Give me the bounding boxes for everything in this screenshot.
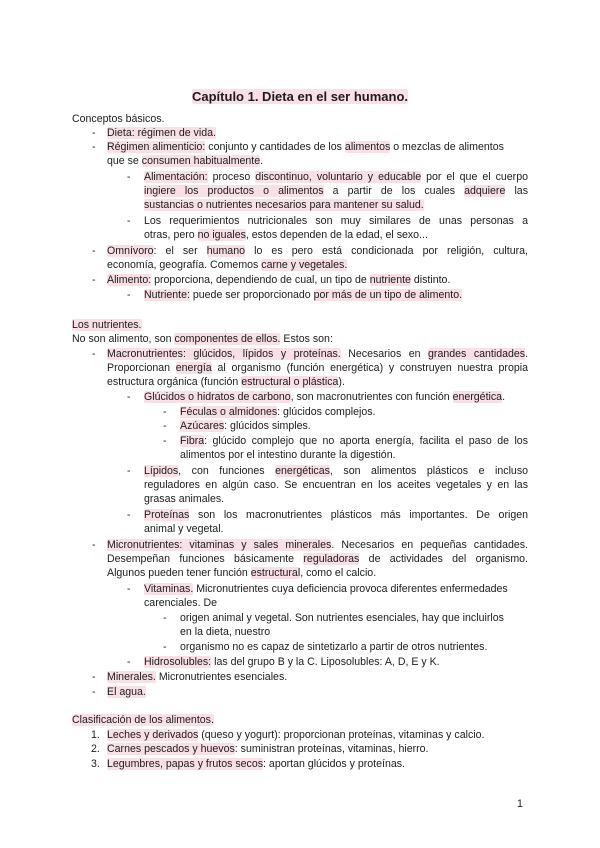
bullet-dash: - bbox=[127, 465, 131, 477]
item-vitaminas-line-1: Vitaminas. Micronutrientes cuya deficiencia provoca diferentes enfermedades bbox=[144, 583, 508, 595]
item-micro-line-2: Desempeñan funciones básicamente reguladoras de actividades del organismo. bbox=[107, 553, 528, 565]
item-requerimientos-line-2: otras, pero no iguales, estos dependen de la edad, el sexo... bbox=[144, 229, 428, 241]
bullet-dash: - bbox=[92, 141, 96, 153]
item-feculas: Féculas o almidones: glúcidos complejos. bbox=[180, 406, 376, 418]
item-proteinas-line-2: animal y vegetal. bbox=[144, 523, 224, 535]
bullet-dash: - bbox=[163, 641, 167, 653]
bullet-dash: - bbox=[127, 289, 131, 301]
item-azucares: Azúcares: glúcidos simples. bbox=[180, 420, 311, 432]
item-alimento: Alimento: proporciona, dependiendo de cual, un tipo de nutriente distinto. bbox=[107, 274, 451, 286]
bullet-dash: - bbox=[92, 686, 96, 698]
bullet-dash: - bbox=[92, 245, 96, 257]
section-heading-nutrientes: Los nutrientes. bbox=[72, 319, 142, 331]
list-number: 2. bbox=[91, 743, 100, 755]
bullet-dash: - bbox=[92, 348, 96, 360]
bullet-dash: - bbox=[127, 171, 131, 183]
item-glucidos: Glúcidos o hidratos de carbono, son macronutrientes con función energética. bbox=[144, 391, 506, 403]
bullet-dash: - bbox=[92, 671, 96, 683]
item-regimen-line-2: que se consumen habitualmente. bbox=[107, 155, 264, 167]
item-fibra-line-2: alimentos por el intestino durante la digestión. bbox=[180, 449, 396, 461]
item-macro-line-2: Proporcionan energía al organismo (función energética) y construyen nuestra propia bbox=[107, 362, 528, 374]
item-alimentacion-line-2: ingiere los productos o alimentos a partir de los cuales adquiere las bbox=[144, 185, 528, 197]
bullet-dash: - bbox=[127, 391, 131, 403]
chapter-title-text: Capítulo 1. Dieta en el ser humano. bbox=[192, 89, 408, 104]
item-macro-line-1: Macronutrientes: glúcidos, lípidos y proteínas. Necesarios en grandes cantidades. bbox=[107, 348, 529, 360]
item-hidrosolubles: Hidrosolubles: las del grupo B y la C. Liposolubles: A, D, E y K. bbox=[144, 656, 440, 668]
page-number: 1 bbox=[517, 798, 523, 810]
item-omnivoro-line-1: Omnívoro: el ser humano lo es pero está condicionada por religión, cultura, bbox=[107, 245, 528, 257]
bullet-dash: - bbox=[127, 656, 131, 668]
item-organismo: organismo no es capaz de sintetizarlo a partir de otros nutrientes. bbox=[180, 641, 488, 653]
list-number: 1. bbox=[91, 729, 100, 741]
item-alimentacion-line-3: sustancias o nutrientes necesarios para mantener su salud. bbox=[144, 199, 424, 211]
list-number: 3. bbox=[91, 758, 100, 770]
item-dieta: Dieta: régimen de vida. bbox=[107, 127, 216, 139]
item-fibra-line-1: Fibra: glúcido complejo que no aporta energía, facilita el paso de los bbox=[180, 435, 528, 447]
item-proteinas-line-1: Proteínas son los macronutrientes plásticos más importantes. De origen bbox=[144, 509, 528, 521]
item-minerales: Minerales. Micronutrientes esenciales. bbox=[107, 671, 288, 683]
item-omnivoro-line-2: economía, geografía. Comemos carne y vegetales. bbox=[107, 259, 348, 271]
bullet-dash: - bbox=[163, 406, 167, 418]
chapter-title bbox=[0, 88, 600, 106]
bullet-dash: - bbox=[163, 612, 167, 624]
item-macro-line-3: estructura orgánica (función estructural o plástica). bbox=[107, 376, 345, 388]
bullet-dash: - bbox=[127, 509, 131, 521]
list-item-leches: Leches y derivados (queso y yogurt): proporcionan proteínas, vitaminas y calcio. bbox=[107, 729, 485, 741]
item-vitaminas-line-2: carenciales. De bbox=[144, 597, 218, 609]
item-agua: El agua. bbox=[107, 686, 146, 698]
item-lipidos-line-2: reguladores en algún caso. Se encuentran en los aceites vegetales y en las bbox=[144, 479, 528, 491]
item-regimen-line-1: Régimen alimenticio: conjunto y cantidades de los alimentos o mezclas de alimentos bbox=[107, 141, 504, 153]
item-micro-line-3: Algunos pueden tener función estructural, como el calcio. bbox=[107, 567, 377, 579]
bullet-dash: - bbox=[92, 539, 96, 551]
item-requerimientos-line-1: Los requerimientos nutricionales son muy similares de unas personas a bbox=[144, 215, 528, 227]
bullet-dash: - bbox=[92, 274, 96, 286]
bullet-dash: - bbox=[163, 435, 167, 447]
list-item-carnes: Carnes pescados y huevos: suministran proteínas, vitaminas, hierro. bbox=[107, 743, 429, 755]
bullet-dash: - bbox=[127, 215, 131, 227]
bullet-dash: - bbox=[92, 127, 96, 139]
section-heading-conceptos: Conceptos básicos. bbox=[72, 113, 165, 125]
item-origen-line-2: en la dieta, nuestro bbox=[180, 626, 271, 638]
bullet-dash: - bbox=[163, 420, 167, 432]
bullet-dash: - bbox=[127, 583, 131, 595]
item-micro-line-1: Micronutrientes: vitaminas y sales minerales. Necesarios en pequeñas cantidades. bbox=[107, 539, 528, 551]
nutrientes-intro: No son alimento, son componentes de ellos. Estos son: bbox=[72, 333, 333, 345]
item-nutriente: Nutriente: puede ser proporcionado por más de un tipo de alimento. bbox=[144, 289, 463, 301]
item-origen-line-1: origen animal y vegetal. Son nutrientes esenciales, hay que incluirlos bbox=[180, 612, 504, 624]
list-item-legumbres: Legumbres, papas y frutos secos: aportan glúcidos y proteínas. bbox=[107, 758, 405, 770]
item-alimentacion-line-1: Alimentación: proceso discontinuo, voluntario y educable por el que el cuerpo bbox=[144, 171, 528, 183]
item-lipidos-line-1: Lípidos, con funciones energéticas, son alimentos plásticos e incluso bbox=[144, 465, 529, 477]
item-lipidos-line-3: grasas animales. bbox=[144, 493, 225, 505]
section-heading-clasificacion: Clasificación de los alimentos. bbox=[72, 714, 214, 726]
